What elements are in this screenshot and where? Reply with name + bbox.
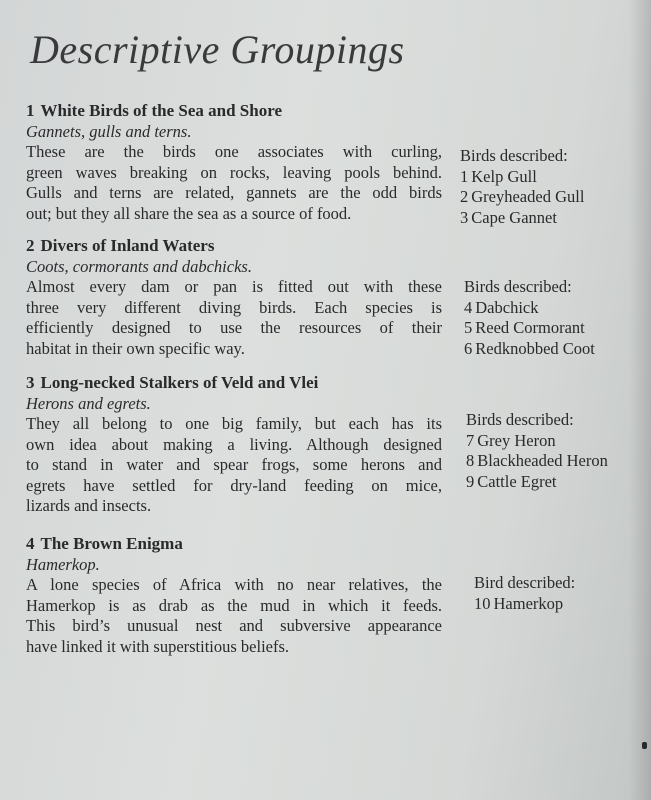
description-line: They all belong to one big family, but each has its	[26, 414, 442, 433]
bird-name: Cape Gannet	[471, 207, 557, 227]
description-line: Almost every dam or pan is fitted out with these	[26, 277, 442, 296]
section-number: 3	[26, 373, 35, 392]
bird-number: 10	[474, 593, 491, 613]
section-description	[26, 277, 442, 359]
bird-number: 4	[464, 297, 473, 317]
bird-item	[466, 431, 608, 452]
bird-number: 6	[464, 338, 473, 358]
page-title: Descriptive Groupings	[30, 27, 405, 72]
section-heading-text: Long-necked Stalkers of Veld and Vlei	[40, 373, 319, 392]
section-3	[26, 372, 641, 517]
section-number: 2	[26, 236, 35, 255]
section-4	[26, 533, 641, 657]
section-heading	[26, 533, 641, 554]
bird-name: Dabchick	[475, 297, 539, 317]
section-1	[26, 100, 641, 227]
section-heading-text: Divers of Inland Waters	[40, 236, 215, 255]
birds-described-label: Birds described:	[460, 146, 568, 165]
description-line: out; but they all share the sea as a source of food.	[26, 203, 352, 223]
section-number: 1	[26, 101, 35, 120]
bird-item	[466, 472, 608, 493]
bird-name: Grey Heron	[477, 430, 556, 450]
bird-item	[466, 451, 608, 472]
description-line: three very different diving birds. Each species is	[26, 297, 442, 317]
birds-described	[460, 146, 584, 228]
description-line: This bird’s unusual nest and subversive appearance	[26, 616, 442, 635]
bird-name: Reed Cormorant	[475, 318, 585, 337]
bird-item	[460, 167, 584, 188]
bird-number: 5	[464, 318, 473, 337]
bird-name: Hamerkop	[493, 593, 564, 613]
bird-name: Redknobbed Coot	[475, 338, 595, 358]
description-line: efficiently designed to use the resources of their	[26, 318, 442, 337]
bird-number: 7	[466, 430, 475, 450]
birds-described-label: Birds described:	[464, 277, 572, 296]
section-description	[26, 142, 442, 224]
bird-number: 1	[460, 166, 469, 186]
description-line: habitat in their own specific way.	[26, 338, 245, 358]
bird-item	[464, 298, 595, 319]
section-number: 4	[26, 534, 35, 553]
bird-item	[460, 208, 584, 229]
section-description	[26, 414, 442, 517]
bird-item	[464, 339, 595, 360]
bird-number: 2	[460, 187, 469, 206]
birds-described-label: Birds described:	[466, 410, 574, 429]
bird-number: 9	[466, 471, 475, 491]
bird-name: Greyheaded Gull	[471, 187, 585, 206]
bird-number: 3	[460, 207, 469, 227]
description-line: have linked it with superstitious beliefs.	[26, 636, 290, 656]
section-2	[26, 235, 641, 359]
page-edge-mark	[642, 742, 647, 749]
bird-item	[464, 318, 595, 339]
section-subtitle: Hamerkop.	[26, 555, 100, 574]
bird-name: Blackheaded Heron	[477, 451, 608, 470]
description-line: Hamerkop is as drab as the mud in which it feeds.	[26, 595, 442, 615]
birds-described	[466, 410, 608, 492]
description-line: to stand in water and spear frogs, some herons and	[26, 455, 442, 474]
description-line: green waves breaking on rocks, leaving pools behind.	[26, 162, 442, 182]
description-line: Gulls and terns are related, gannets are the odd birds	[26, 183, 442, 202]
description-line: own idea about making a living. Although designed	[26, 434, 442, 454]
section-heading	[26, 372, 641, 393]
section-subtitle: Herons and egrets.	[26, 394, 151, 413]
bird-item	[474, 594, 575, 615]
birds-described-label: Bird described:	[474, 573, 576, 592]
description-line: egrets have settled for dry-land feeding on mice,	[26, 475, 442, 495]
section-subtitle: Coots, cormorants and dabchicks.	[26, 257, 252, 276]
description-line: A lone species of Africa with no near relatives, the	[26, 575, 442, 594]
bird-name: Kelp Gull	[471, 166, 537, 186]
section-heading-text: White Birds of the Sea and Shore	[40, 101, 282, 120]
section-heading	[26, 100, 641, 121]
birds-described	[464, 277, 595, 359]
birds-described	[474, 573, 575, 614]
bird-item	[460, 187, 584, 208]
section-heading-text: The Brown Enigma	[40, 534, 183, 553]
bird-name: Cattle Egret	[477, 471, 557, 491]
section-description	[26, 575, 442, 657]
description-line: These are the birds one associates with curling,	[26, 142, 442, 161]
section-heading	[26, 235, 641, 256]
section-subtitle: Gannets, gulls and terns.	[26, 122, 192, 141]
description-line: lizards and insects.	[26, 496, 152, 515]
bird-number: 8	[466, 451, 475, 470]
